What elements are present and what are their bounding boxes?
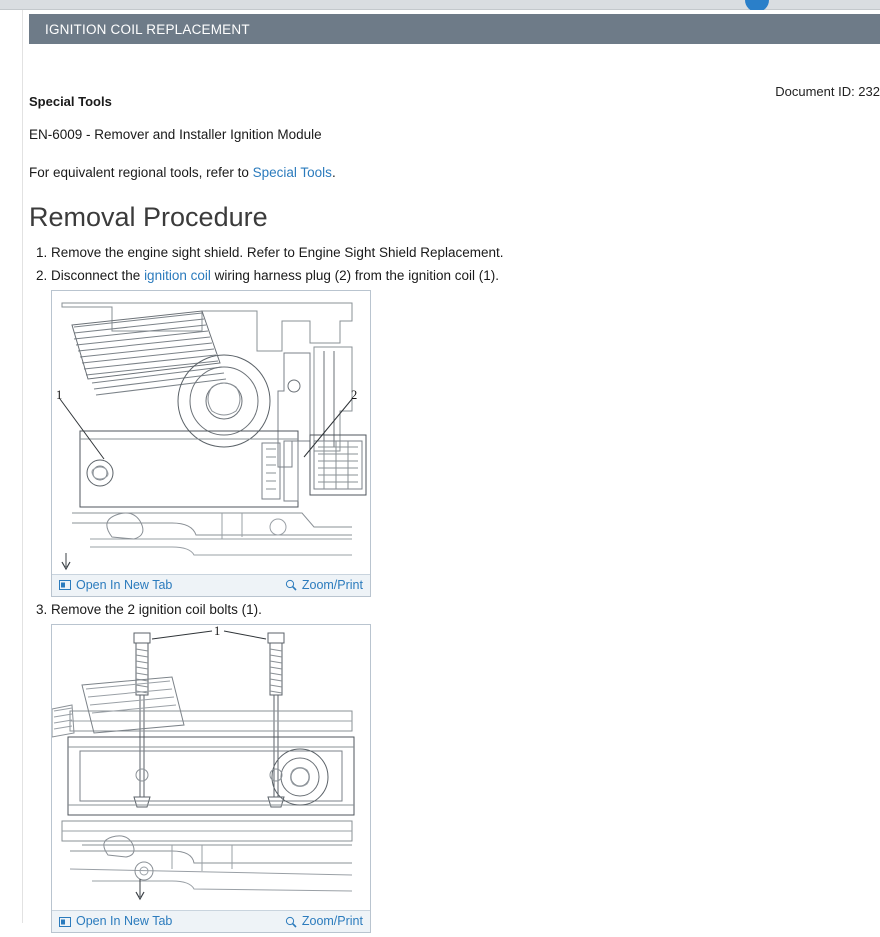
- figure-1-line-art: [52, 291, 370, 574]
- figure-1-callout-1: 1: [56, 387, 63, 402]
- page-title: IGNITION COIL REPLACEMENT: [45, 21, 250, 37]
- removal-procedure-heading: Removal Procedure: [29, 201, 268, 232]
- special-tools-heading: Special Tools: [29, 94, 112, 109]
- open-in-new-tab-icon: [59, 916, 71, 928]
- open-in-new-tab-icon: [59, 579, 71, 591]
- equivalent-tools-prefix: For equivalent regional tools, refer to: [29, 164, 253, 180]
- figure-ignition-coil-harness-plug: [51, 290, 371, 597]
- figure-2-toolbar: [52, 910, 370, 932]
- document-content: [29, 94, 880, 937]
- figure-2-callout-1: 1: [214, 625, 221, 639]
- figure-2-image[interactable]: [52, 625, 370, 910]
- browser-chrome-strip: [0, 0, 880, 10]
- special-tools-link[interactable]: Special Tools: [252, 164, 332, 180]
- figure-1-toolbar: [52, 574, 370, 596]
- document-page: [0, 10, 880, 929]
- figure-1-callout-2: 2: [351, 387, 358, 402]
- ignition-coil-link[interactable]: ignition coil: [144, 267, 211, 283]
- zoom-print-label: Zoom/Print: [301, 577, 363, 592]
- magnifier-icon: [285, 579, 297, 591]
- list-item: [51, 267, 880, 597]
- figure-ignition-coil-bolts: [51, 624, 371, 933]
- magnifier-icon: [285, 916, 297, 928]
- figure-1-image[interactable]: [52, 291, 370, 574]
- step-1-text: Remove the engine sight shield. Refer to Engine Sight Shield Replacement.: [51, 245, 504, 261]
- equivalent-tools-line: [29, 165, 880, 182]
- open-in-new-tab-button[interactable]: [59, 913, 172, 930]
- equivalent-tools-suffix: .: [331, 164, 336, 180]
- list-item: [51, 244, 880, 262]
- page-left-rule: [22, 10, 23, 923]
- open-in-new-tab-button[interactable]: [59, 577, 172, 594]
- open-in-new-tab-label: Open In New Tab: [76, 914, 173, 929]
- page-title-bar: [29, 14, 880, 44]
- special-tool-line: EN-6009 - Remover and Installer Ignition Module: [29, 127, 322, 142]
- list-item: [51, 601, 880, 933]
- removal-steps-list: [29, 244, 880, 933]
- figure-2-line-art: [52, 625, 370, 910]
- step-2-suffix: wiring harness plug (2) from the ignition coil (1).: [210, 267, 499, 283]
- document-id: Document ID: 232: [775, 84, 880, 99]
- zoom-print-label: Zoom/Print: [301, 914, 363, 929]
- zoom-print-button[interactable]: [285, 913, 363, 930]
- step-3-text: Remove the 2 ignition coil bolts (1).: [51, 601, 262, 617]
- step-2-prefix: Disconnect the: [51, 267, 145, 283]
- zoom-print-button[interactable]: [285, 577, 363, 594]
- open-in-new-tab-label: Open In New Tab: [76, 577, 173, 592]
